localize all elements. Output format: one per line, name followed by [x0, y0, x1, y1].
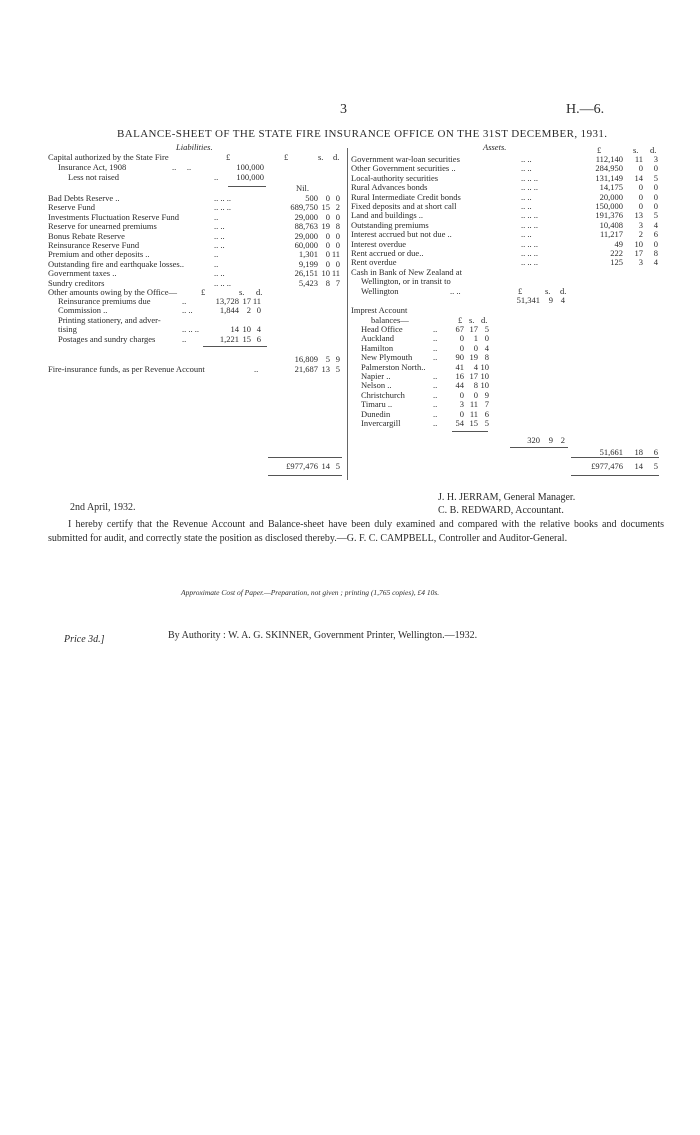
asset-row-label: Interest accrued but not due .. [351, 229, 452, 240]
assets-pence-header: d. [650, 145, 657, 155]
cash-pence: 4 [560, 295, 565, 305]
asset-row-pounds: 49 [614, 238, 623, 249]
liability-row-shillings: 15 [321, 202, 330, 213]
asset-row-dots: .. .. [521, 229, 532, 240]
fire-funds-pounds: 21,687 [294, 364, 318, 374]
other-amount-row-pence: 4 [256, 324, 261, 335]
imprest-row [361, 419, 491, 428]
liabilities-pence-header: d. [333, 152, 340, 162]
asset-row-pence: 6 [653, 229, 658, 240]
other-shilling-header: s. [239, 287, 245, 297]
other-total-pence: 9 [335, 354, 340, 364]
imprest-row-shillings: 11 [469, 408, 478, 419]
liability-row-pounds: 5,423 [298, 277, 318, 288]
imprest-row-shillings: 17 [469, 370, 478, 381]
cash-line2: Wellington, or in transit to [361, 276, 451, 286]
asset-row-pounds: 125 [610, 257, 623, 268]
liability-row-shillings: 0 [325, 239, 330, 250]
asset-row-label: Local-authority securities [351, 172, 439, 183]
assets-heading: Assets. [483, 142, 507, 152]
other-amount-row-shillings: 2 [246, 305, 251, 316]
asset-row-label: Rent overdue [351, 257, 397, 268]
sign-date: 2nd April, 1932. [70, 502, 136, 513]
printing-cost-note: Approximate Cost of Paper.—Preparation, not given ; printing (1,765 copies), £4 10s. [181, 588, 440, 597]
imprest-row-label: Hamilton [361, 342, 394, 353]
imprest-row-pence: 4 [484, 342, 489, 353]
cash-rule [510, 447, 568, 448]
asset-row-shillings: 0 [638, 163, 643, 174]
other-amount-row-shillings: 15 [242, 333, 251, 344]
imprest-row-label: Invercargill [361, 417, 401, 428]
imprest-pound-header: £ [458, 315, 463, 325]
liability-row-shillings: 10 [321, 268, 330, 279]
other-amount-row-label: Reinsurance premiums due [58, 296, 151, 306]
liability-row-pence: 0 [335, 211, 340, 222]
asset-row-pence: 0 [653, 200, 658, 211]
liability-row-label: Outstanding fire and earthquake losses.. [48, 258, 184, 269]
imprest-row-dots: .. [433, 333, 438, 344]
asset-row-dots: .. .. [521, 191, 532, 202]
cash-shillings: 9 [548, 295, 553, 305]
imprest-row-pence: 9 [484, 389, 489, 400]
liability-row-shillings: 0 [325, 249, 330, 260]
cash-total-pounds: 51,661 [599, 447, 623, 457]
imprest-row-shillings: 4 [473, 361, 478, 372]
liability-row-pence: 0 [335, 230, 340, 241]
imprest-row-pence: 10 [480, 380, 489, 391]
signature-accountant: C. B. REDWARD, Accountant. [438, 505, 564, 516]
assets-shilling-header: s. [633, 145, 639, 155]
imprest-row-pounds: 3 [459, 399, 464, 410]
imprest-row-shillings: 19 [469, 352, 478, 363]
imprest-row-shillings: 0 [473, 389, 478, 400]
cash-dots: .. .. [450, 286, 461, 296]
imprest-row-pounds: 0 [459, 342, 464, 353]
asset-row-shillings: 0 [638, 191, 643, 202]
asset-row-label: Rural Advances bonds [351, 182, 428, 193]
asset-row-dots: .. .. [521, 163, 532, 174]
asset-row-pence: 0 [653, 182, 658, 193]
asset-row-shillings: 17 [634, 247, 643, 258]
asset-row-label: Fixed deposits and at short call [351, 200, 457, 211]
other-total-pounds: 16,809 [294, 354, 318, 364]
imprest-row-dots: .. [433, 408, 438, 419]
liability-row-label: Reinsurance Reserve Fund [48, 239, 140, 250]
imprest-row-label: Auckland [361, 333, 395, 344]
liability-row-pence: 0 [335, 258, 340, 269]
liability-row-dots: .. .. [214, 230, 225, 241]
liability-row-pounds: 29,000 [294, 230, 318, 241]
other-amount-row-pence: 11 [252, 296, 261, 306]
less-not-raised-label: Less not raised [68, 172, 119, 182]
other-amounts-rule [203, 346, 267, 347]
asset-row-label: Interest overdue [351, 238, 406, 249]
other-amount-row-dots: .. [182, 333, 187, 344]
asset-row-pounds: 10,408 [599, 219, 623, 230]
balance-sheet-title: BALANCE-SHEET OF THE STATE FIRE INSURANCE OFFICE ON THE 31ST DECEMBER, 1931. [117, 128, 608, 140]
assets-pound-header: £ [597, 145, 602, 155]
asset-row-pounds: 222 [610, 247, 623, 258]
liability-row-pounds: 26,151 [294, 268, 318, 279]
imprest-row-dots: .. [433, 370, 438, 381]
liabilities-total-pence: 5 [335, 461, 340, 471]
asset-row-pence: 8 [653, 247, 658, 258]
imprest-row-shillings: 15 [469, 417, 478, 428]
asset-row-shillings: 0 [638, 182, 643, 193]
other-amount-row-shillings: 10 [242, 324, 251, 335]
imprest-row-dots: .. [433, 399, 438, 410]
other-amount-row-label: tising [58, 324, 77, 335]
imprest-row-pence: 5 [484, 324, 489, 334]
fire-funds-dots: .. [254, 364, 259, 374]
liability-row-pounds: 689,750 [290, 202, 318, 213]
asset-row-shillings: 10 [634, 238, 643, 249]
asset-row-pounds: 11,217 [599, 229, 623, 240]
liability-row-dots: .. .. .. [214, 202, 231, 213]
liabilities-total-rule-top [268, 457, 342, 458]
imprest-row-pounds: 67 [455, 324, 464, 334]
cash-shilling-header: s. [545, 286, 551, 296]
asset-row-pounds: 284,950 [595, 163, 623, 174]
liability-row-shillings: 0 [325, 258, 330, 269]
asset-row-pence: 4 [653, 257, 658, 268]
other-amount-row-label: Commission .. [58, 305, 108, 316]
imprest-total-pounds: 320 [527, 435, 540, 445]
liability-row-label: Investments Fluctuation Reserve Fund [48, 211, 180, 222]
liability-row-shillings: 0 [325, 230, 330, 241]
imprest-row-dots: .. [433, 389, 438, 400]
other-amount-row [58, 335, 268, 344]
fire-funds-label: Fire-insurance funds, as per Revenue Account [48, 364, 205, 374]
imprest-row-shillings: 8 [473, 380, 478, 391]
imprest-row-pence: 10 [480, 370, 489, 381]
asset-row-pounds: 191,376 [595, 210, 623, 221]
assets-total-rule-top [571, 457, 659, 458]
liabilities-shilling-header: s. [318, 152, 324, 162]
imprest-list [361, 325, 491, 428]
imprest-row-pence: 5 [484, 417, 489, 428]
asset-row-label: Rural Intermediate Credit bonds [351, 191, 461, 202]
liability-row-dots: .. .. .. [214, 277, 231, 288]
liabilities-pound-header: £ [284, 152, 289, 162]
asset-row-label: Other Government securities .. [351, 163, 456, 174]
imprest-row-pounds: 0 [459, 333, 464, 344]
asset-row-pence: 5 [653, 210, 658, 221]
assets-total-shillings: 14 [634, 461, 643, 471]
liability-row-pounds: 60,000 [294, 239, 318, 250]
imprest-row-pounds: 16 [455, 370, 464, 381]
imprest-shilling-header: s. [469, 315, 475, 325]
liability-row-pence: 8 [335, 221, 340, 232]
liability-row-dots: .. .. .. [214, 193, 231, 203]
asset-row-pounds: 14,175 [599, 182, 623, 193]
imprest-row-shillings: 1 [473, 333, 478, 344]
asset-row-shillings: 11 [634, 154, 643, 164]
cash-total-pence: 6 [653, 447, 658, 457]
cash-line3: Wellington [361, 286, 399, 296]
liability-row-pounds: 29,000 [294, 211, 318, 222]
other-amount-row-label: Postages and sundry charges [58, 333, 156, 344]
liability-row-label: Sundry creditors [48, 277, 105, 288]
asset-row-pounds: 112,140 [595, 154, 623, 164]
asset-row-label: Government war-loan securities [351, 154, 460, 164]
other-amount-row-label: Printing stationery, and adver- [58, 314, 161, 325]
asset-row-dots: .. .. [521, 154, 532, 164]
asset-row-pounds: 20,000 [599, 191, 623, 202]
imprest-row-dots: .. [433, 324, 438, 334]
imprest-row-pounds: 41 [455, 361, 464, 372]
signature-general-manager: J. H. JERRAM, General Manager. [438, 492, 576, 503]
liability-row-shillings: 0 [325, 211, 330, 222]
liability-row-pence: 7 [335, 277, 340, 288]
imprest-row-label: Palmerston North.. [361, 361, 426, 372]
asset-row-dots: .. .. [521, 200, 532, 211]
asset-row-shillings: 14 [634, 172, 643, 183]
asset-row-dots: .. .. .. [521, 182, 538, 193]
liability-row-dots: .. [214, 258, 219, 269]
imprest-line2: balances— [371, 315, 409, 325]
asset-row-pence: 4 [653, 219, 658, 230]
liability-row-pence: 11 [331, 268, 340, 279]
liability-row-dots: .. .. [214, 268, 225, 279]
asset-row-shillings: 2 [638, 229, 643, 240]
asset-row-dots: .. .. .. [521, 210, 538, 221]
liability-row-pounds: 500 [305, 193, 318, 203]
liability-row-pounds: 88,763 [294, 221, 318, 232]
other-pence-header: d. [256, 287, 263, 297]
imprest-pence-header: d. [481, 315, 488, 325]
cash-total-shillings: 18 [634, 447, 643, 457]
fire-funds-shillings: 13 [321, 364, 330, 374]
other-total-shillings: 5 [325, 354, 330, 364]
liability-row-shillings: 8 [325, 277, 330, 288]
liability-row-dots: .. .. [214, 221, 225, 232]
imprest-row-pounds: 54 [455, 417, 464, 428]
liability-row-shillings: 19 [321, 221, 330, 232]
other-amount-row-pounds: 14 [230, 324, 239, 335]
asset-row-shillings: 0 [638, 200, 643, 211]
asset-row-shillings: 3 [638, 219, 643, 230]
other-amount-row-pounds: 13,728 [215, 296, 239, 306]
imprest-row-pounds: 0 [459, 389, 464, 400]
other-amount-row-pounds: 1,844 [219, 305, 239, 316]
cash-pounds: 51,341 [516, 295, 540, 305]
asset-row-shillings: 13 [634, 210, 643, 221]
liability-row-label: Bonus Rebate Reserve [48, 230, 125, 241]
asset-row-dots: .. .. .. [521, 257, 538, 268]
asset-row-pence: 3 [653, 154, 658, 164]
liabilities-list [48, 194, 348, 288]
liabilities-total-rule-bottom [268, 475, 342, 476]
liability-row-pounds: 1,301 [298, 249, 318, 260]
imprest-row-pence: 0 [484, 333, 489, 344]
column-divider [347, 148, 348, 480]
liability-row-shillings: 0 [325, 193, 330, 203]
asset-row-dots: .. .. .. [521, 238, 538, 249]
imprest-row-dots: .. [433, 342, 438, 353]
cash-line1: Cash in Bank of New Zealand at [351, 267, 462, 277]
capital-dots: .. .. [172, 162, 192, 172]
imprest-row-label: Christchurch [361, 389, 405, 400]
other-amount-row-pounds: 1,221 [219, 333, 239, 344]
asset-row-dots: .. .. .. [521, 247, 538, 258]
other-amount-row-dots: .. [182, 296, 187, 306]
page-number: 3 [340, 102, 347, 117]
capital-line2: Insurance Act, 1908 [58, 162, 127, 172]
less-not-raised-amount: 100,000 [236, 172, 264, 182]
asset-row-pounds: 131,149 [595, 172, 623, 183]
imprest-row-label: Napier .. [361, 370, 391, 381]
other-amounts-list [58, 297, 268, 344]
liability-row-pence: 0 [335, 239, 340, 250]
other-amount-row-pence: 6 [256, 333, 261, 344]
assets-total-pence: 5 [653, 461, 658, 471]
price-note: Price 3d.] [64, 634, 105, 645]
assets-list [351, 155, 661, 268]
imprest-row-dots: .. [433, 417, 438, 428]
asset-row-shillings: 3 [638, 257, 643, 268]
liabilities-total-shillings: 14 [321, 461, 330, 471]
cash-pence-header: d. [560, 286, 567, 296]
imprest-row-pounds: 44 [455, 380, 464, 391]
liability-row-pence: 0 [335, 193, 340, 203]
liability-row-pence: 2 [335, 202, 340, 213]
imprest-line1: Imprest Account [351, 305, 408, 315]
liability-row-pounds: 9,199 [298, 258, 318, 269]
asset-row-label: Outstanding premiums [351, 219, 429, 230]
auditor-certificate: I hereby certify that the Revenue Account and Balance-sheet have been duly examined and compared with the relative books and documents submitted for audit, and correctly state the position as disclosed thereby.—G. F. C. CAMPBELL, Controller and Auditor-General. [48, 519, 664, 544]
capital-net: Nil. [296, 183, 309, 193]
liability-row-label: Bad Debts Reserve .. [48, 193, 120, 203]
imprest-row-label: Nelson .. [361, 380, 392, 391]
document-reference: H.—6. [566, 102, 605, 117]
asset-row-pence: 5 [653, 172, 658, 183]
imprest-row-label: Dunedin [361, 408, 391, 419]
imprest-row-dots: .. [433, 352, 438, 363]
liability-row-label: Reserve Fund [48, 202, 95, 213]
fire-funds-pence: 5 [335, 364, 340, 374]
asset-row-pounds: 150,000 [595, 200, 623, 211]
cash-pound-header: £ [518, 286, 523, 296]
imprest-total-pence: 2 [560, 435, 565, 445]
other-amount-row-shillings: 17 [242, 296, 251, 306]
assets-total-pounds: £977,476 [591, 461, 623, 471]
asset-row-pence: 0 [653, 163, 658, 174]
other-amounts-label: Other amounts owing by the Office— [48, 287, 177, 297]
assets-total-rule-bottom [571, 475, 659, 476]
imprest-row-shillings: 0 [473, 342, 478, 353]
authority-line: By Authority : W. A. G. SKINNER, Government Printer, Wellington.—1932. [168, 630, 478, 641]
asset-row-label: Land and buildings .. [351, 210, 424, 221]
other-amount-row-dots: .. .. .. [182, 324, 199, 335]
capital-line1: Capital authorized by the State Fire [48, 152, 169, 162]
imprest-row-pounds: 90 [455, 352, 464, 363]
liability-row-label: Premium and other deposits .. [48, 249, 150, 260]
liabilities-total-pounds: £977,476 [286, 461, 318, 471]
imprest-row-pounds: 0 [459, 408, 464, 419]
asset-row-label: Rent accrued or due.. [351, 247, 424, 258]
less-dots: .. [214, 172, 219, 182]
capital-amount: 100,000 [236, 162, 264, 172]
imprest-row-shillings: 11 [469, 399, 478, 410]
liabilities-heading: Liabilities. [176, 142, 213, 152]
asset-row-dots: .. .. .. [521, 219, 538, 230]
liabilities-capital-pound-header: £ [226, 152, 231, 162]
liability-row-pence: 11 [331, 249, 340, 260]
other-pound-header: £ [201, 287, 206, 297]
imprest-row-label: Head Office [361, 324, 403, 334]
liability-row-dots: .. [214, 211, 219, 222]
liability-row-label: Reserve for unearned premiums [48, 221, 157, 232]
imprest-row-label: New Plymouth [361, 352, 413, 363]
imprest-row-pence: 8 [484, 352, 489, 363]
other-amount-row-dots: .. .. [182, 305, 193, 316]
liability-row-dots: .. .. [214, 239, 225, 250]
capital-rule [228, 186, 266, 187]
liability-row-dots: .. [214, 249, 219, 260]
imprest-row-pence: 7 [484, 399, 489, 410]
imprest-row-dots: .. [433, 380, 438, 391]
liability-row-label: Government taxes .. [48, 268, 117, 279]
asset-row-pence: 0 [653, 238, 658, 249]
imprest-row-pence: 6 [484, 408, 489, 419]
other-amount-row-pence: 0 [256, 305, 261, 316]
imprest-rule [452, 431, 488, 432]
imprest-row-pence: 10 [480, 361, 489, 372]
imprest-row-shillings: 17 [469, 324, 478, 334]
imprest-total-shillings: 9 [548, 435, 553, 445]
asset-row-pence: 0 [653, 191, 658, 202]
asset-row-dots: .. .. .. [521, 172, 538, 183]
imprest-row-label: Timaru .. [361, 399, 393, 410]
